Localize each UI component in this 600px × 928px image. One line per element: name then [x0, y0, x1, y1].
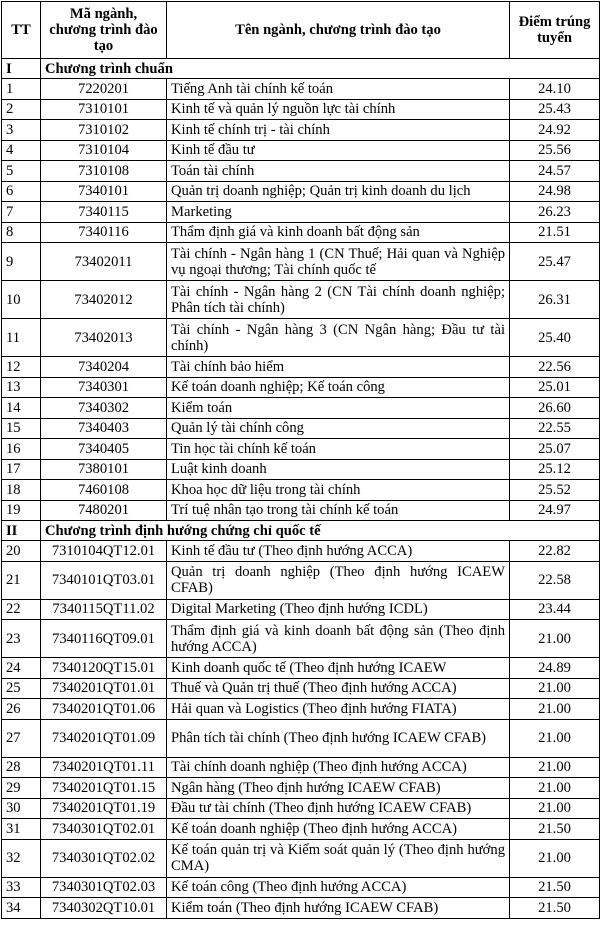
program-name: Digital Marketing (Theo định hướng ICDL) [167, 599, 510, 620]
header-row [2, 2, 600, 59]
program-name: Quản lý tài chính công [167, 418, 510, 439]
row-number: 29 [2, 778, 41, 799]
program-code: 7340302QT10.01 [41, 898, 167, 919]
row-number: 18 [2, 480, 41, 501]
section-row [2, 59, 600, 79]
row-number: 8 [2, 222, 41, 243]
program-code: 7340301QT02.01 [41, 819, 167, 840]
program-code: 7340405 [41, 439, 167, 460]
admission-score: 24.92 [510, 120, 600, 141]
admission-score: 25.43 [510, 99, 600, 120]
program-code: 7340301QT02.03 [41, 877, 167, 898]
admission-score: 21.50 [510, 877, 600, 898]
admission-score: 26.31 [510, 281, 600, 319]
table-row [2, 439, 600, 460]
program-name: Quản trị doanh nghiệp; Quản trị kinh doanh du lịch [167, 181, 510, 202]
header-code: Mã ngành, chương trình đào tạo [41, 2, 167, 59]
program-code: 7340201QT01.01 [41, 678, 167, 699]
program-name: Kinh doanh quốc tế (Theo định hướng ICAEW [167, 658, 510, 679]
program-code: 73402011 [41, 243, 167, 281]
program-code: 7340116 [41, 222, 167, 243]
table-row [2, 719, 600, 757]
admission-score: 24.57 [510, 161, 600, 182]
table-row [2, 599, 600, 620]
program-name: Luật kinh doanh [167, 459, 510, 480]
program-code: 7310102 [41, 120, 167, 141]
program-name: Khoa học dữ liệu trong tài chính [167, 480, 510, 501]
admission-score: 21.00 [510, 620, 600, 658]
table-body [2, 59, 600, 919]
row-number: 4 [2, 140, 41, 161]
program-code: 7340403 [41, 418, 167, 439]
admission-score: 22.82 [510, 541, 600, 562]
program-name: Kế toán doanh nghiệp; Kế toán công [167, 377, 510, 398]
row-number: 2 [2, 99, 41, 120]
program-code: 7340201QT01.15 [41, 778, 167, 799]
admission-score: 25.40 [510, 319, 600, 357]
program-code: 73402013 [41, 319, 167, 357]
program-code: 7340116QT09.01 [41, 620, 167, 658]
table-row [2, 181, 600, 202]
program-name: Kinh tế đầu tư [167, 140, 510, 161]
row-number: 19 [2, 500, 41, 521]
row-number: 23 [2, 620, 41, 658]
table-row [2, 678, 600, 699]
table-row [2, 500, 600, 521]
program-name: Tài chính doanh nghiệp (Theo định hướng ACCA) [167, 757, 510, 778]
admission-score: 25.01 [510, 377, 600, 398]
program-name: Tài chính - Ngân hàng 1 (CN Thuế; Hải quan và Nghiệp vụ ngoại thương; Tài chính quốc tế [167, 243, 510, 281]
admission-score: 21.00 [510, 678, 600, 699]
row-number: 9 [2, 243, 41, 281]
program-code: 7310104QT12.01 [41, 541, 167, 562]
table-row [2, 99, 600, 120]
header-score: Điểm trúng tuyển [510, 2, 600, 59]
program-code: 7310108 [41, 161, 167, 182]
row-number: 27 [2, 719, 41, 757]
table-row [2, 418, 600, 439]
admission-score: 25.07 [510, 439, 600, 460]
program-name: Trí tuệ nhân tạo trong tài chính kế toán [167, 500, 510, 521]
program-code: 7340301QT02.02 [41, 839, 167, 877]
program-code: 7310104 [41, 140, 167, 161]
table-row [2, 839, 600, 877]
program-code: 7340201QT01.19 [41, 798, 167, 819]
table-row [2, 778, 600, 799]
table-row [2, 140, 600, 161]
row-number: 25 [2, 678, 41, 699]
program-name: Kinh tế chính trị - tài chính [167, 120, 510, 141]
program-code: 7380101 [41, 459, 167, 480]
admission-score: 26.60 [510, 398, 600, 419]
admission-score: 21.50 [510, 819, 600, 840]
program-name: Kinh tế đầu tư (Theo định hướng ACCA) [167, 541, 510, 562]
program-name: Đầu tư tài chính (Theo định hướng ICAEW CFAB) [167, 798, 510, 819]
admission-score: 23.44 [510, 599, 600, 620]
program-code: 7340201QT01.06 [41, 699, 167, 720]
program-code: 7340302 [41, 398, 167, 419]
program-code: 7460108 [41, 480, 167, 501]
row-number: 11 [2, 319, 41, 357]
row-number: 3 [2, 120, 41, 141]
program-name: Thẩm định giá và kinh doanh bất động sản [167, 222, 510, 243]
program-name: Hải quan và Logistics (Theo định hướng FIATA) [167, 699, 510, 720]
program-code: 7220201 [41, 79, 167, 100]
section-title: Chương trình chuẩn [41, 59, 600, 79]
table-row [2, 319, 600, 357]
admission-score: 21.00 [510, 839, 600, 877]
row-number: 33 [2, 877, 41, 898]
admission-score: 21.00 [510, 719, 600, 757]
program-name: Kiểm toán [167, 398, 510, 419]
section-number: II [2, 521, 41, 541]
program-name: Kế toán công (Theo định hướng ACCA) [167, 877, 510, 898]
admission-score: 21.00 [510, 778, 600, 799]
row-number: 31 [2, 819, 41, 840]
table-row [2, 281, 600, 319]
table-row [2, 699, 600, 720]
program-code: 7340301 [41, 377, 167, 398]
table-row [2, 243, 600, 281]
admission-score: 24.89 [510, 658, 600, 679]
row-number: 32 [2, 839, 41, 877]
row-number: 30 [2, 798, 41, 819]
program-code: 7340101QT03.01 [41, 561, 167, 599]
row-number: 6 [2, 181, 41, 202]
row-number: 21 [2, 561, 41, 599]
table-row [2, 79, 600, 100]
table-row [2, 222, 600, 243]
row-number: 7 [2, 202, 41, 223]
program-name: Tài chính bảo hiểm [167, 357, 510, 378]
admission-score: 21.00 [510, 757, 600, 778]
program-code: 7340201QT01.09 [41, 719, 167, 757]
program-code: 7340204 [41, 357, 167, 378]
program-code: 7310101 [41, 99, 167, 120]
admission-score: 25.12 [510, 459, 600, 480]
row-number: 26 [2, 699, 41, 720]
row-number: 20 [2, 541, 41, 562]
admission-score-table [1, 1, 600, 919]
table-row [2, 377, 600, 398]
admission-score: 24.98 [510, 181, 600, 202]
program-code: 73402012 [41, 281, 167, 319]
row-number: 15 [2, 418, 41, 439]
program-name: Tài chính - Ngân hàng 2 (CN Tài chính doanh nghiệp; Phân tích tài chính) [167, 281, 510, 319]
program-name: Quản trị doanh nghiệp (Theo định hướng ICAEW CFAB) [167, 561, 510, 599]
row-number: 34 [2, 898, 41, 919]
table-row [2, 120, 600, 141]
table-row [2, 898, 600, 919]
program-code: 7340115 [41, 202, 167, 223]
row-number: 5 [2, 161, 41, 182]
program-name: Tin học tài chính kế toán [167, 439, 510, 460]
admission-score: 25.52 [510, 480, 600, 501]
program-code: 7340201QT01.11 [41, 757, 167, 778]
section-row [2, 521, 600, 541]
program-name: Kế toán quản trị và Kiểm soát quản lý (Theo định hướng CMA) [167, 839, 510, 877]
program-name: Kế toán doanh nghiệp (Theo định hướng ACCA) [167, 819, 510, 840]
row-number: 17 [2, 459, 41, 480]
program-name: Ngân hàng (Theo định hướng ICAEW CFAB) [167, 778, 510, 799]
row-number: 1 [2, 79, 41, 100]
table-row [2, 161, 600, 182]
row-number: 16 [2, 439, 41, 460]
admission-score: 21.51 [510, 222, 600, 243]
admission-score: 22.58 [510, 561, 600, 599]
table-row [2, 541, 600, 562]
program-name: Phân tích tài chính (Theo định hướng ICAEW CFAB) [167, 719, 510, 757]
row-number: 13 [2, 377, 41, 398]
row-number: 28 [2, 757, 41, 778]
program-name: Thẩm định giá và kinh doanh bất động sản (Theo định hướng ACCA) [167, 620, 510, 658]
program-name: Thuế và Quản trị thuế (Theo định hướng ACCA) [167, 678, 510, 699]
table-row [2, 398, 600, 419]
program-code: 7340115QT11.02 [41, 599, 167, 620]
admission-score: 22.55 [510, 418, 600, 439]
header-name: Tên ngành, chương trình đào tạo [167, 2, 510, 59]
section-title: Chương trình định hướng chứng chỉ quốc tế [41, 521, 600, 541]
table-row [2, 357, 600, 378]
program-code: 7340101 [41, 181, 167, 202]
program-name: Toán tài chính [167, 161, 510, 182]
program-code: 7340120QT15.01 [41, 658, 167, 679]
admission-score: 22.56 [510, 357, 600, 378]
program-name: Kinh tế và quản lý nguồn lực tài chính [167, 99, 510, 120]
admission-score: 26.23 [510, 202, 600, 223]
admission-score: 24.97 [510, 500, 600, 521]
table-row [2, 202, 600, 223]
admission-score: 21.00 [510, 699, 600, 720]
table-row [2, 877, 600, 898]
table-row [2, 561, 600, 599]
admission-score: 21.00 [510, 798, 600, 819]
program-code: 7480201 [41, 500, 167, 521]
row-number: 12 [2, 357, 41, 378]
program-name: Tiếng Anh tài chính kế toán [167, 79, 510, 100]
row-number: 10 [2, 281, 41, 319]
admission-score: 24.10 [510, 79, 600, 100]
table-row [2, 459, 600, 480]
header-tt: TT [2, 2, 41, 59]
admission-score: 25.47 [510, 243, 600, 281]
admission-score: 25.56 [510, 140, 600, 161]
table-row [2, 757, 600, 778]
row-number: 24 [2, 658, 41, 679]
table-row [2, 620, 600, 658]
row-number: 22 [2, 599, 41, 620]
program-name: Tài chính - Ngân hàng 3 (CN Ngân hàng; Đầu tư tài chính) [167, 319, 510, 357]
table-row [2, 658, 600, 679]
table-row [2, 798, 600, 819]
admission-score: 21.50 [510, 898, 600, 919]
program-name: Marketing [167, 202, 510, 223]
program-name: Kiểm toán (Theo định hướng ICAEW CFAB) [167, 898, 510, 919]
row-number: 14 [2, 398, 41, 419]
section-number: I [2, 59, 41, 79]
table-row [2, 480, 600, 501]
table-row [2, 819, 600, 840]
